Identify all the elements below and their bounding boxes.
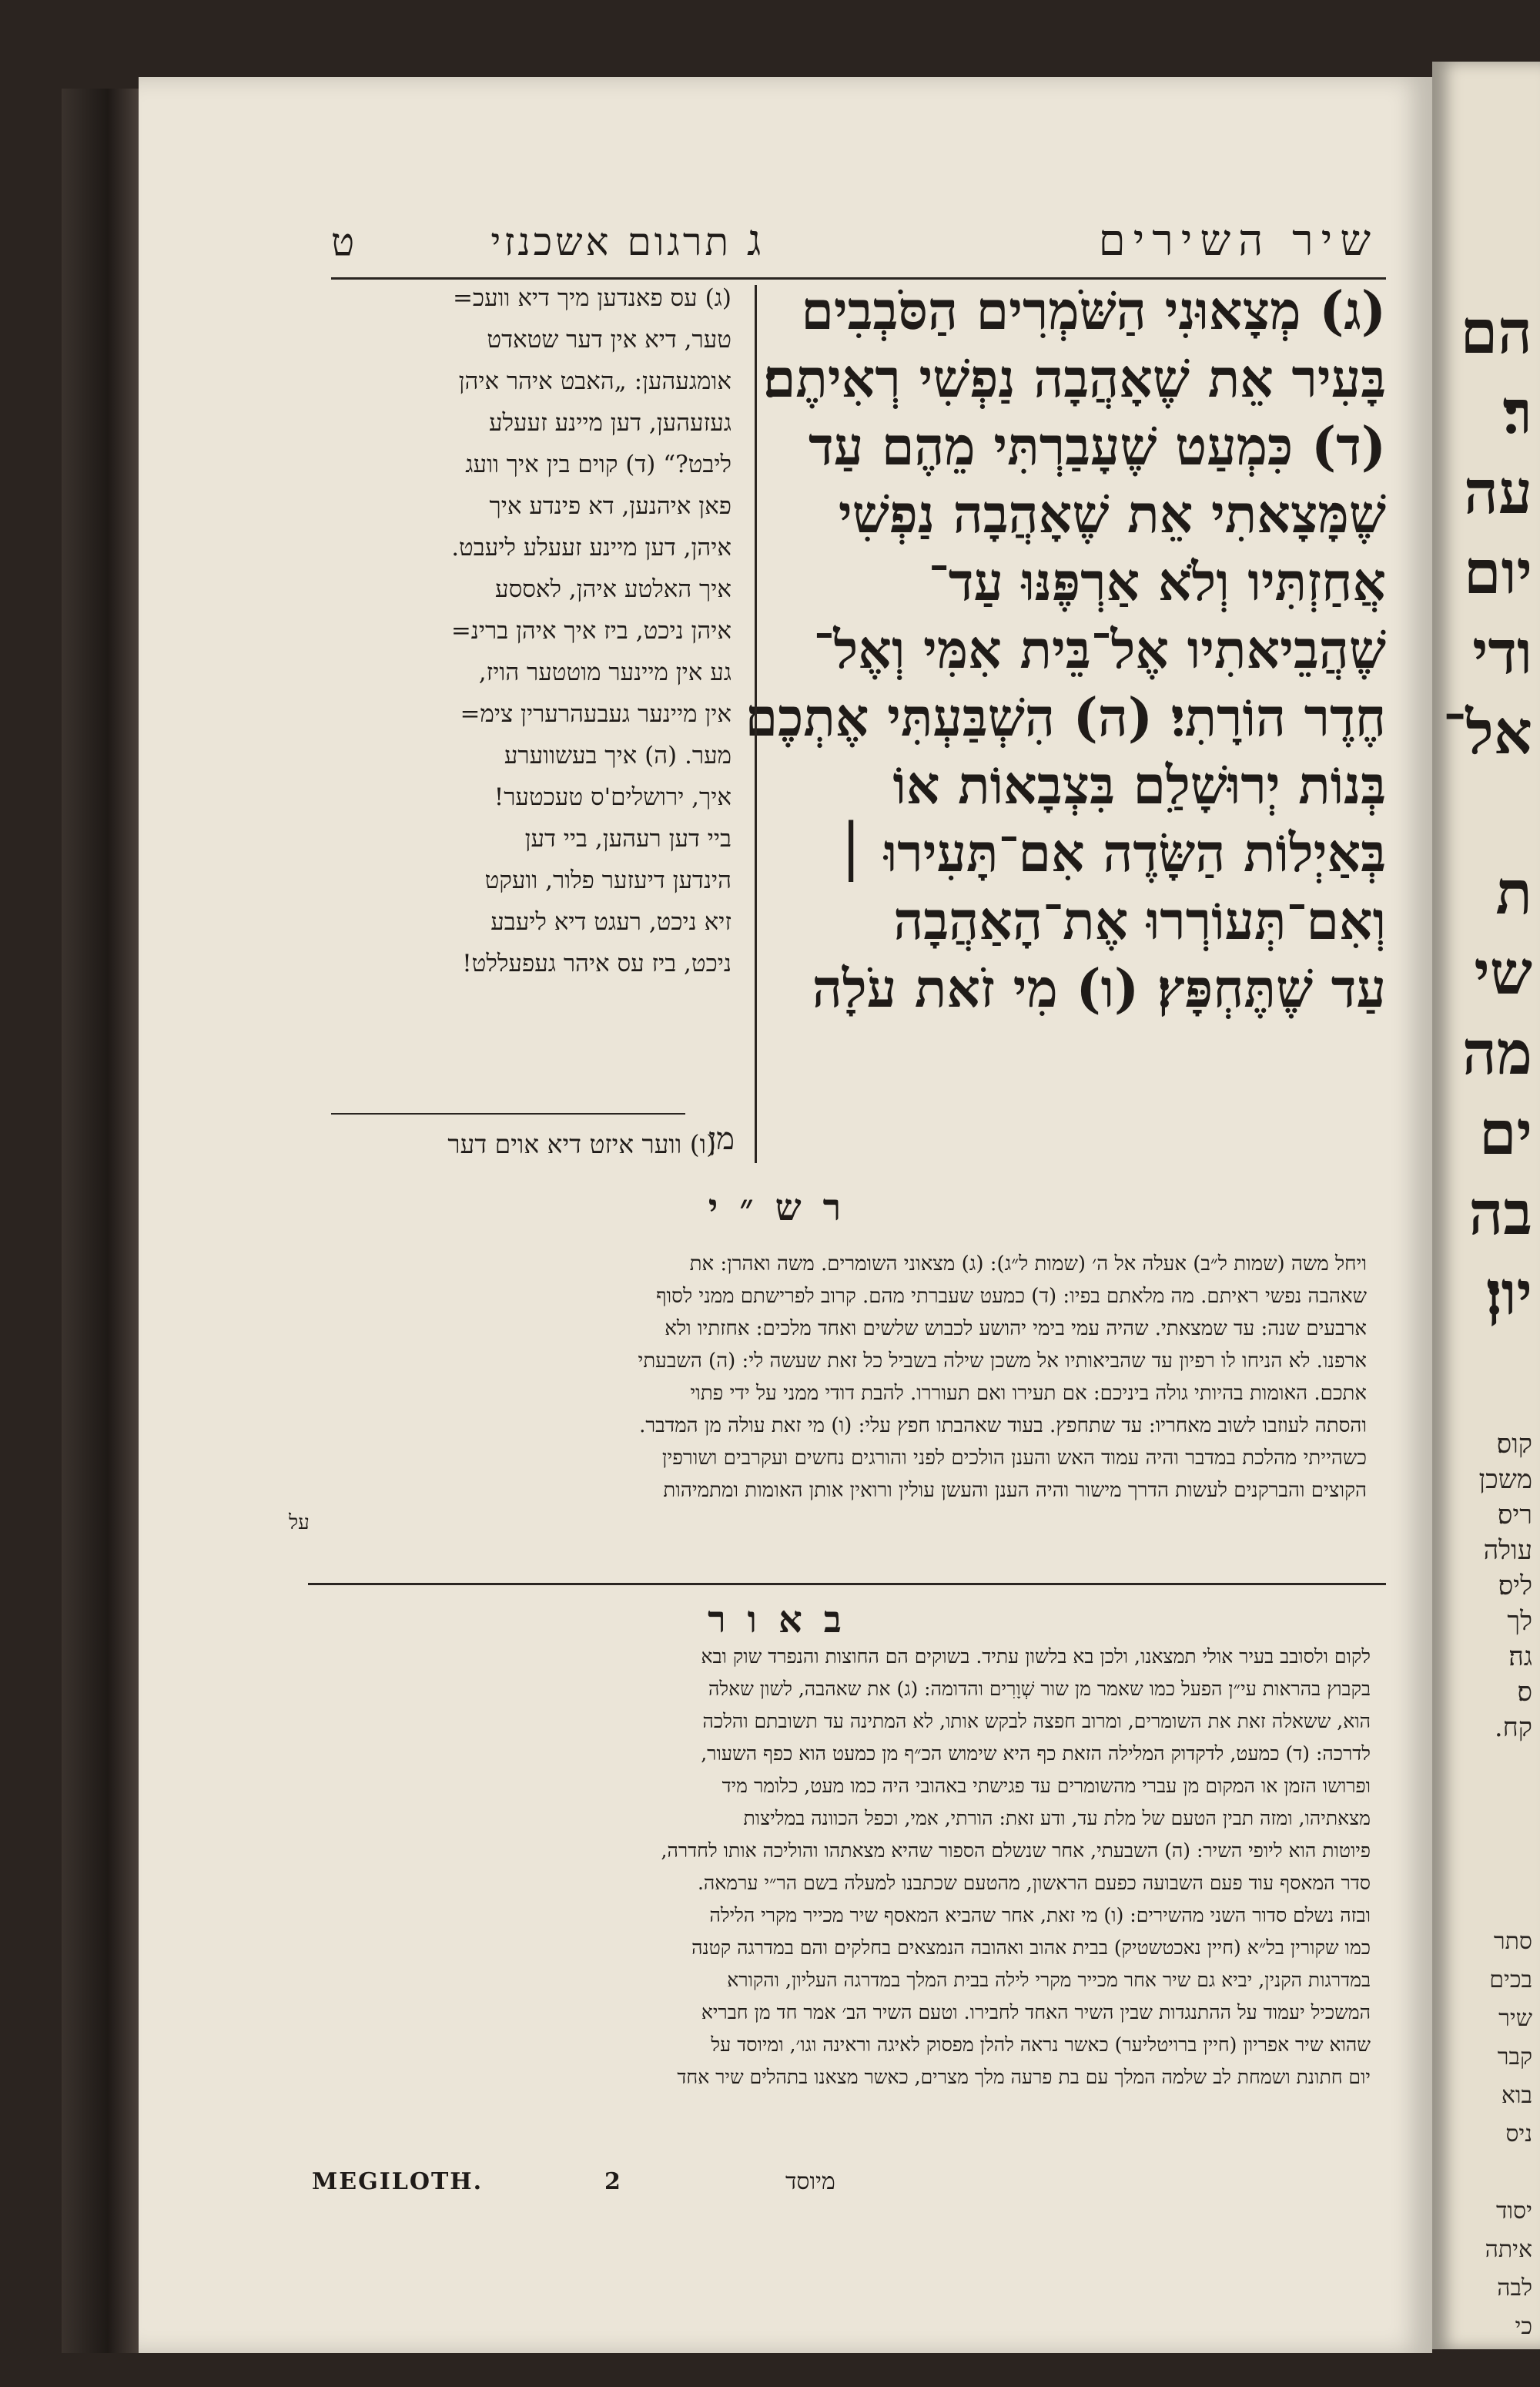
translation-line: אומגעהען: „האבט איהר איהן xyxy=(458,367,732,395)
book-cover-edge xyxy=(62,89,139,2353)
verse-line: שֶׁמָּצָאתִי אֵת שֶׁאָהֲבָה נַפְשִׁי xyxy=(838,484,1386,545)
verse-line: אֲחַזְתִּיו וְלֹא אַרְפֶּנּוּ עַד־ xyxy=(928,551,1386,613)
translation-line: גע אין מיינער מוטטער הויז, xyxy=(478,659,732,686)
facing-line: שיר xyxy=(1498,2005,1532,2032)
facing-line: איתה xyxy=(1485,2236,1532,2263)
facing-line: קח. xyxy=(1494,1712,1532,1743)
rashi-line: ארפנו. לא הניחו לו רפיון עד שהביאותיו אל משכן שילה בשביל כל זאת שעשה לי: (ה) השבעתי xyxy=(638,1349,1367,1373)
verse-line: חֶדֶר הוֹרָתִי׃ (ה) הִשְׁבַּעְתִּי אֶתְכֶם xyxy=(745,687,1386,749)
translation-line: איהן, דען מיינע זעעלע ליעבט. xyxy=(451,534,732,562)
hebrew-verse-column xyxy=(708,277,1386,1023)
rashi-commentary xyxy=(289,1248,1367,1539)
folio-letter: ט xyxy=(331,220,358,264)
facing-line: קבר xyxy=(1497,2043,1532,2070)
verse-line: וְאִם־תְּעוֹרְרוּ אֶת־הָאַהֲבָה xyxy=(893,890,1386,952)
running-head-title: שיר השירים xyxy=(1098,216,1378,266)
biur-heading: באור xyxy=(708,1598,863,1641)
rashi-line: אתכם. האומות בהיותי גולה ביניכם: אם תעירו ואם תעוררו. להבת דודי ממני על ידי פתוי xyxy=(690,1382,1367,1405)
facing-line: שי xyxy=(1474,938,1532,1008)
verse-line: בְּנוֹת יְרוּשָׁלִַם בִּצְבָאוֹת אוֹ xyxy=(892,755,1386,816)
facing-line: בכים xyxy=(1489,1966,1532,1993)
biur-line: פיוטות הוא ליופי השיר: (ה) השבעתי, אחר שנשלם הספור שהיא מצאתהו והוליכה אותו לחדרה, xyxy=(661,1839,1371,1862)
verse-line: בָּעִיר אֵת שֶׁאָהֲבָה נַפְשִׁי רְאִיתֶם׃ xyxy=(763,348,1386,410)
translation-line: (ג) עס פאנדען מיך דיא וועכ= xyxy=(452,284,732,312)
facing-line: ריס׃ xyxy=(1498,1500,1532,1530)
translation-line: איך, ירושלים'ס טעכטער! xyxy=(494,783,732,811)
biur-line: מצאתיהו, ומזה תבין הטעם של מלת עד, ודע זאת: הורתי, אמי, וכפל הכוונה במליצות xyxy=(743,1807,1371,1829)
facing-line xyxy=(1432,773,1532,853)
german-translation-column xyxy=(331,277,732,984)
translation-line: איהן ניכט, ביז איך איהן ברינ= xyxy=(450,617,732,645)
facing-line: קוס׃ xyxy=(1496,1429,1532,1460)
rashi-line: כשהייתי מהלכת במדבר והיה עמוד האש והענן הולכים לפני והורגים נחשים ועקרבים ושורפין xyxy=(661,1447,1367,1470)
rashi-heading: רש״י xyxy=(708,1186,863,1229)
facing-line: גה׃ xyxy=(1508,1641,1532,1672)
facing-line: אל־ xyxy=(1442,698,1532,768)
translation-line: פאן איהנען, דא פינדע איך xyxy=(489,492,732,520)
rashi-line: שאהבה נפשי ראיתם. מה מלאתם בפיו: (ד) כמעט שעברתי מהם. קרוב לפרישתם ממני לסוף xyxy=(656,1285,1367,1308)
biur-line: ופרושו הזמן או המקום מן עברי מהשומרים עד פגישתי באהובי היה כמו מעט, כלומר מיד xyxy=(721,1775,1371,1797)
facing-line: בוא xyxy=(1501,2082,1532,2109)
book-page xyxy=(139,77,1432,2353)
biur-line: יום חתונת ושמחת לב שלמה המלך עם בת פרעה מלך מצרים, כאשר מצאנו בתהלים שיר אחד xyxy=(677,2066,1371,2088)
verse-line: עַד שֶׁתֶּחְפָּץ׃ (ו) מִי זֹאת עֹלָה xyxy=(812,958,1386,1020)
verse-line: (ד) כִּמְעַט שֶׁעָבַרְתִּי מֵהֶם עַד xyxy=(808,416,1386,478)
facing-page-commentary xyxy=(1432,1334,1540,1745)
translation-line: טער, דיא אין דער שטאדט xyxy=(487,326,732,354)
facing-line: יום xyxy=(1463,538,1532,608)
translation-line: זיא ניכט, רעגט דיא ליעבע xyxy=(490,908,732,936)
translation-line: מער. (ה) איך בעשווערע xyxy=(504,742,732,769)
translation-catchword-line: (ו) ווער איזט דיא אוים דער xyxy=(447,1129,716,1159)
folio-letter: ג xyxy=(747,216,769,266)
facing-page-verse-text xyxy=(1432,62,1540,1334)
signature-title: MEGILOTH. xyxy=(312,2168,484,2195)
rashi-line: הקוצים והברקנים לעשות הדרך מישור והיה הענן והעשן עולין ורואין אותן האומות ומתמיהות xyxy=(663,1479,1367,1502)
facing-line: ודי xyxy=(1472,618,1532,688)
facing-line: הם xyxy=(1460,297,1532,367)
translation-line: ביי דען רעהען, ביי דען xyxy=(524,825,732,853)
facing-line: כי xyxy=(1515,2313,1532,2340)
biur-commentary xyxy=(293,1641,1371,2094)
translation-line: ניכט, ביז עס איהר געפעללט! xyxy=(462,950,732,977)
verse-line: שֶׁהֲבֵיאתִיו אֶל־בֵּית אִמִּי וְאֶל־ xyxy=(813,619,1386,681)
facing-line: ליס׃ xyxy=(1498,1571,1532,1601)
column-divider xyxy=(755,285,757,1163)
facing-page-biur xyxy=(1432,1745,1540,2346)
translation-running-head xyxy=(331,220,732,264)
facing-page-edge xyxy=(1432,62,1540,2349)
biur-line: לקום ולסובב בעיר אולי תמצאנו, ולכן בא בלשון עתיד. בשוקים הם החוצות והנפרד שוק ובא xyxy=(701,1645,1371,1668)
running-head-title: תרגום אשכנזי xyxy=(490,220,732,264)
rashi-catchword: על xyxy=(289,1511,310,1534)
translation-line: הינדען דיעזער פלור, וועקט xyxy=(484,867,732,894)
facing-line: עה xyxy=(1463,458,1532,528)
translation-line: איך האלטע איהן, לאססע xyxy=(495,575,732,603)
facing-line: לבה xyxy=(1497,2275,1532,2302)
translation-line: אין מיינער געבעהרערין צימ= xyxy=(460,700,732,728)
verse-catchword: מן xyxy=(708,1121,735,1157)
verse-running-head xyxy=(747,216,1378,266)
facing-line: יסוד xyxy=(1495,2198,1532,2224)
biur-line: לדרכה: (ד) כמעט, לדקדוק המלילה הזאת כף היא שימוש הכ״ף מן כמעט הוא כפף השעור, xyxy=(701,1742,1371,1765)
facing-line: ניס xyxy=(1505,2120,1532,2147)
biur-line: בקבוץ בהראות עי״ן הפעל כמו שאמר מן שור שְׁוָרִים והדומה: (ג) את שאהבה, לשון שאלה xyxy=(708,1678,1371,1700)
facing-line: ר׃ xyxy=(1502,377,1532,448)
page-catchword: מיוסד xyxy=(785,2168,835,2195)
rashi-line: והסתה לעוזבו לשוב מאחריו: עד שתחפץ. בעוד שאהבתו חפץ עלי: (ו) מי זאת עולה מן המדבר. xyxy=(639,1414,1367,1437)
facing-line: לך xyxy=(1507,1606,1532,1637)
verse-line: בְּאַיְלוֹת הַשָּׂדֶה אִם־תָּעִירוּ ׀ xyxy=(835,823,1386,884)
facing-line xyxy=(1432,2154,1532,2192)
biur-line: כמו שקורין בל״א (חיין נאכטשטיק) בבית אהוב ואהובה הנמצאים בחלקים והם במדרגה קטנה xyxy=(691,1936,1371,1959)
biur-line: ובזה נשלם סדור השני מהשירים: (ו) מי זאת, אחר שהביא המאסף שיר מכייר מקרי הלילה xyxy=(709,1904,1371,1926)
facing-line: יון׃ xyxy=(1485,1259,1532,1329)
translation-rule xyxy=(331,1113,685,1115)
section-rule xyxy=(308,1583,1386,1585)
biur-line: שהוא שיר אפריון (חיין ברויטליער) כאשר נראה להלן מפסוק לאיגה וראינה וגו׳, ומיוסד על xyxy=(711,2033,1371,2056)
translation-line: ליבט?“ (ד) קוים בין איך וועג xyxy=(465,451,732,478)
rashi-line: ויחל משה (שמות ל״ב) אעלה אל ה׳ (שמות ל״ג): (ג) מצאוני השומרים. משה ואהרן: את xyxy=(689,1252,1367,1276)
facing-line: משכן xyxy=(1478,1464,1532,1495)
biur-line: במדרגות הקנין, יביא גם שיר אחר מכייר מקרי לילה בבית המלך במדרגה העליון, והקורא xyxy=(727,1969,1371,1991)
facing-line: ת xyxy=(1495,858,1532,928)
biur-line: המשכיל יעמוד על ההתנגדות שבין השיר האחד לחבירו. וטעם השיר הב׳ אמר חד מן חבריא xyxy=(701,2001,1371,2023)
translation-line: געזעהען, דען מיינע זעעלע xyxy=(488,409,732,437)
facing-line: ים xyxy=(1478,1098,1532,1168)
facing-line: עולה xyxy=(1483,1535,1532,1566)
signature-number: 2 xyxy=(604,2168,621,2195)
facing-line: סתר xyxy=(1493,1928,1532,1955)
verse-line: (ג) מְצָאוּנִי הַשֹּׁמְרִים הַסֹּבְבִים xyxy=(801,280,1386,342)
biur-line: סדר המאסף עוד פעם השבועה כפעם הראשון, מהטעם שכתבנו למעלה בשם הר״י ערמאה. xyxy=(697,1872,1371,1894)
facing-line: מה xyxy=(1461,1018,1532,1088)
biur-line: הוא, ששאלה זאת את השומרים, ומרוב חפצה לבקש אותו, לא המתינה עד תשובתם והלכה xyxy=(702,1710,1371,1732)
rashi-line: ארבעים שנה: עד שמצאתי. שהיה עמי בימי יהושע לכבוש שלשים ואחד מלכים: אחזתיו ולא xyxy=(665,1317,1367,1340)
facing-line: ס׃ xyxy=(1517,1677,1532,1708)
facing-line: בה xyxy=(1468,1178,1532,1249)
